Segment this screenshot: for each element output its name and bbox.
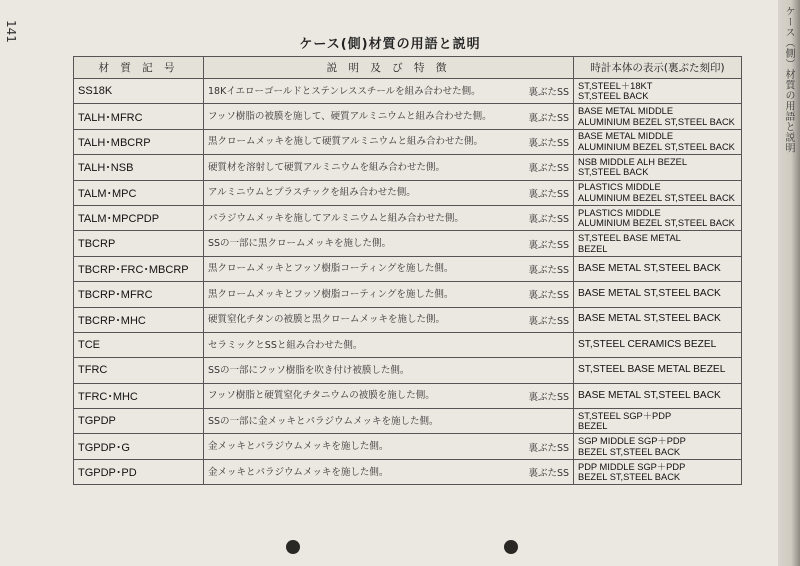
- material-description: 硬質材を溶射して硬質アルミニウムを組み合わせた側。: [208, 161, 446, 173]
- material-code: TALH･NSB: [74, 155, 204, 180]
- material-description: フッソ樹脂と硬質窒化チタニウムの被膜を施した側。: [208, 390, 435, 402]
- table-row: [74, 129, 742, 154]
- back-material-note: 裏ぶたSS: [528, 264, 569, 276]
- display-line: BEZEL ST,STEEL BACK: [578, 472, 681, 483]
- case-back-display: [574, 155, 742, 180]
- material-description: パラジウムメッキを施してアルミニウムと組み合わせた側。: [208, 212, 464, 224]
- page-number: 141: [4, 20, 18, 43]
- material-description-cell: [204, 79, 574, 104]
- material-description: フッソ樹脂の被膜を施して、硬質アルミニウムと組み合わせた側。: [208, 111, 492, 123]
- material-code: TALM･MPC: [74, 180, 204, 205]
- material-description-cell: [204, 104, 574, 129]
- material-code: TBCRP･MFRC: [74, 282, 204, 307]
- case-back-display: [574, 409, 742, 434]
- back-material-note: 裏ぶたSS: [528, 163, 569, 175]
- material-description-cell: [204, 282, 574, 307]
- display-line: ST,STEEL SGP＋PDP: [578, 410, 672, 421]
- table-row: [74, 104, 742, 129]
- back-material-note: 裏ぶたSS: [528, 391, 569, 403]
- header-description: 説 明 及 び 特 徴: [204, 57, 574, 79]
- material-description: SSの一部に黒クロームメッキを施した側。: [208, 238, 392, 250]
- material-code: TBCRP･FRC･MBCRP: [74, 256, 204, 281]
- case-back-display: [574, 383, 742, 408]
- display-line: BASE METAL ST,STEEL BACK: [578, 262, 721, 274]
- case-back-display: [574, 459, 742, 484]
- display-line: PLASTICS MIDDLE: [578, 182, 661, 193]
- material-code: TCE: [74, 332, 204, 357]
- case-back-display: [574, 104, 742, 129]
- table-row: [74, 459, 742, 484]
- material-description: SSの一部に金メッキとパラジウムメッキを施した側。: [208, 415, 439, 427]
- material-description-cell: [204, 459, 574, 484]
- back-material-note: 裏ぶたSS: [528, 239, 569, 251]
- material-description: セラミックとSSと組み合わせた側。: [208, 339, 363, 351]
- material-code: TGPDP･PD: [74, 459, 204, 484]
- table-row: [74, 332, 742, 357]
- table-row: [74, 205, 742, 230]
- material-description: SSの一部にフッソ樹脂を吹き付け被膜した側。: [208, 364, 410, 376]
- page-title: ケース(側)材質の用語と説明: [299, 37, 481, 52]
- material-code: TFRC･MHC: [74, 383, 204, 408]
- back-material-note: 裏ぶたSS: [528, 188, 569, 200]
- table-row: [74, 155, 742, 180]
- display-line: BEZEL: [578, 243, 608, 254]
- material-description-cell: [204, 409, 574, 434]
- table-row: [74, 79, 742, 104]
- display-line: BASE METAL ST,STEEL BACK: [578, 313, 721, 325]
- material-description-cell: [204, 332, 574, 357]
- case-back-display: [574, 434, 742, 459]
- display-line: BEZEL: [578, 421, 608, 432]
- table-body: [74, 79, 742, 485]
- material-code: TGPDP: [74, 409, 204, 434]
- case-back-display: [574, 282, 742, 307]
- back-material-note: 裏ぶたSS: [528, 87, 569, 99]
- material-description-cell: [204, 205, 574, 230]
- display-line: ALUMINIUM BEZEL ST,STEEL BACK: [578, 141, 735, 152]
- back-material-note: 裏ぶたSS: [528, 315, 569, 327]
- binder-hole: [504, 540, 518, 554]
- display-line: BASE METAL MIDDLE: [578, 131, 674, 142]
- case-back-display: [574, 129, 742, 154]
- case-back-display: [574, 332, 742, 357]
- case-back-display: [574, 79, 742, 104]
- display-line: NSB MIDDLE ALH BEZEL: [578, 156, 688, 167]
- material-description-cell: [204, 307, 574, 332]
- back-material-note: 裏ぶたSS: [528, 442, 569, 454]
- material-description: 金メッキとパラジウムメッキを施した側。: [208, 466, 389, 478]
- materials-table: [73, 56, 742, 485]
- display-line: SGP MIDDLE SGP＋PDP: [578, 436, 686, 447]
- material-description: 黒クロームメッキとフッソ樹脂コーティングを施した側。: [208, 263, 454, 275]
- display-line: BASE METAL MIDDLE: [578, 106, 674, 117]
- material-description: 硬質窒化チタンの被膜と黒クロームメッキを施した側。: [208, 314, 446, 326]
- material-description: 18Kイエローゴールドとステンレススチールを組み合わせた側。: [208, 85, 481, 97]
- table-row: [74, 180, 742, 205]
- material-description: 黒クロームメッキとフッソ樹脂コーティングを施した側。: [208, 288, 454, 300]
- display-line: ST,STEEL BACK: [578, 167, 649, 178]
- display-line: ST,STEEL＋18KT: [578, 80, 653, 91]
- material-code: TALM･MPCPDP: [74, 205, 204, 230]
- material-description-cell: [204, 231, 574, 256]
- spine-title: ケース（側）材質の用語と説明: [783, 6, 794, 153]
- material-description: 黒クロームメッキを施して硬質アルミニウムと組み合わせた側。: [208, 136, 484, 148]
- display-line: ALUMINIUM BEZEL ST,STEEL BACK: [578, 192, 735, 203]
- back-material-note: 裏ぶたSS: [528, 112, 569, 124]
- case-back-display: [574, 358, 742, 383]
- material-code: TALH･MFRC: [74, 104, 204, 129]
- material-code: SS18K: [74, 79, 204, 104]
- case-back-display: [574, 205, 742, 230]
- display-line: ALUMINIUM BEZEL ST,STEEL BACK: [578, 218, 735, 229]
- back-material-note: 裏ぶたSS: [528, 137, 569, 149]
- material-description: 金メッキとパラジウムメッキを施した側。: [208, 441, 389, 453]
- display-line: PDP MIDDLE SGP＋PDP: [578, 461, 686, 472]
- page-spine: [778, 0, 800, 566]
- material-description-cell: [204, 358, 574, 383]
- material-description-cell: [204, 256, 574, 281]
- back-material-note: 裏ぶたSS: [528, 468, 569, 480]
- case-back-display: [574, 307, 742, 332]
- display-line: BEZEL ST,STEEL BACK: [578, 446, 681, 457]
- display-line: ST,STEEL BASE METAL: [578, 233, 681, 244]
- case-back-display: [574, 231, 742, 256]
- header-display: 時計本体の表示(裏ぶた刻印): [574, 57, 742, 79]
- back-material-note: 裏ぶたSS: [528, 214, 569, 226]
- header-code: 材 質 記 号: [74, 57, 204, 79]
- case-back-display: [574, 180, 742, 205]
- display-line: ST,STEEL CERAMICS BEZEL: [578, 338, 717, 350]
- case-back-display: [574, 256, 742, 281]
- table-row: [74, 358, 742, 383]
- back-material-note: 裏ぶたSS: [528, 290, 569, 302]
- binder-hole: [286, 540, 300, 554]
- display-line: BASE METAL ST,STEEL BACK: [578, 389, 721, 401]
- material-description-cell: [204, 434, 574, 459]
- display-line: ALUMINIUM BEZEL ST,STEEL BACK: [578, 116, 735, 127]
- display-line: ST,STEEL BASE METAL BEZEL: [578, 364, 726, 376]
- table-row: [74, 282, 742, 307]
- table-header-row: [74, 57, 742, 79]
- table-row: [74, 256, 742, 281]
- display-line: ST,STEEL BACK: [578, 91, 649, 102]
- display-line: BASE METAL ST,STEEL BACK: [578, 288, 721, 300]
- table-row: [74, 231, 742, 256]
- material-description-cell: [204, 155, 574, 180]
- material-code: TBCRP･MHC: [74, 307, 204, 332]
- table-row: [74, 383, 742, 408]
- material-code: TGPDP･G: [74, 434, 204, 459]
- material-code: TBCRP: [74, 231, 204, 256]
- table-row: [74, 409, 742, 434]
- material-code: TFRC: [74, 358, 204, 383]
- table-row: [74, 434, 742, 459]
- material-description-cell: [204, 129, 574, 154]
- display-line: PLASTICS MIDDLE: [578, 207, 661, 218]
- material-description: アルミニウムとプラスチックを組み合わせた側。: [208, 187, 416, 199]
- material-description-cell: [204, 180, 574, 205]
- table-row: [74, 307, 742, 332]
- material-code: TALH･MBCRP: [74, 129, 204, 154]
- material-description-cell: [204, 383, 574, 408]
